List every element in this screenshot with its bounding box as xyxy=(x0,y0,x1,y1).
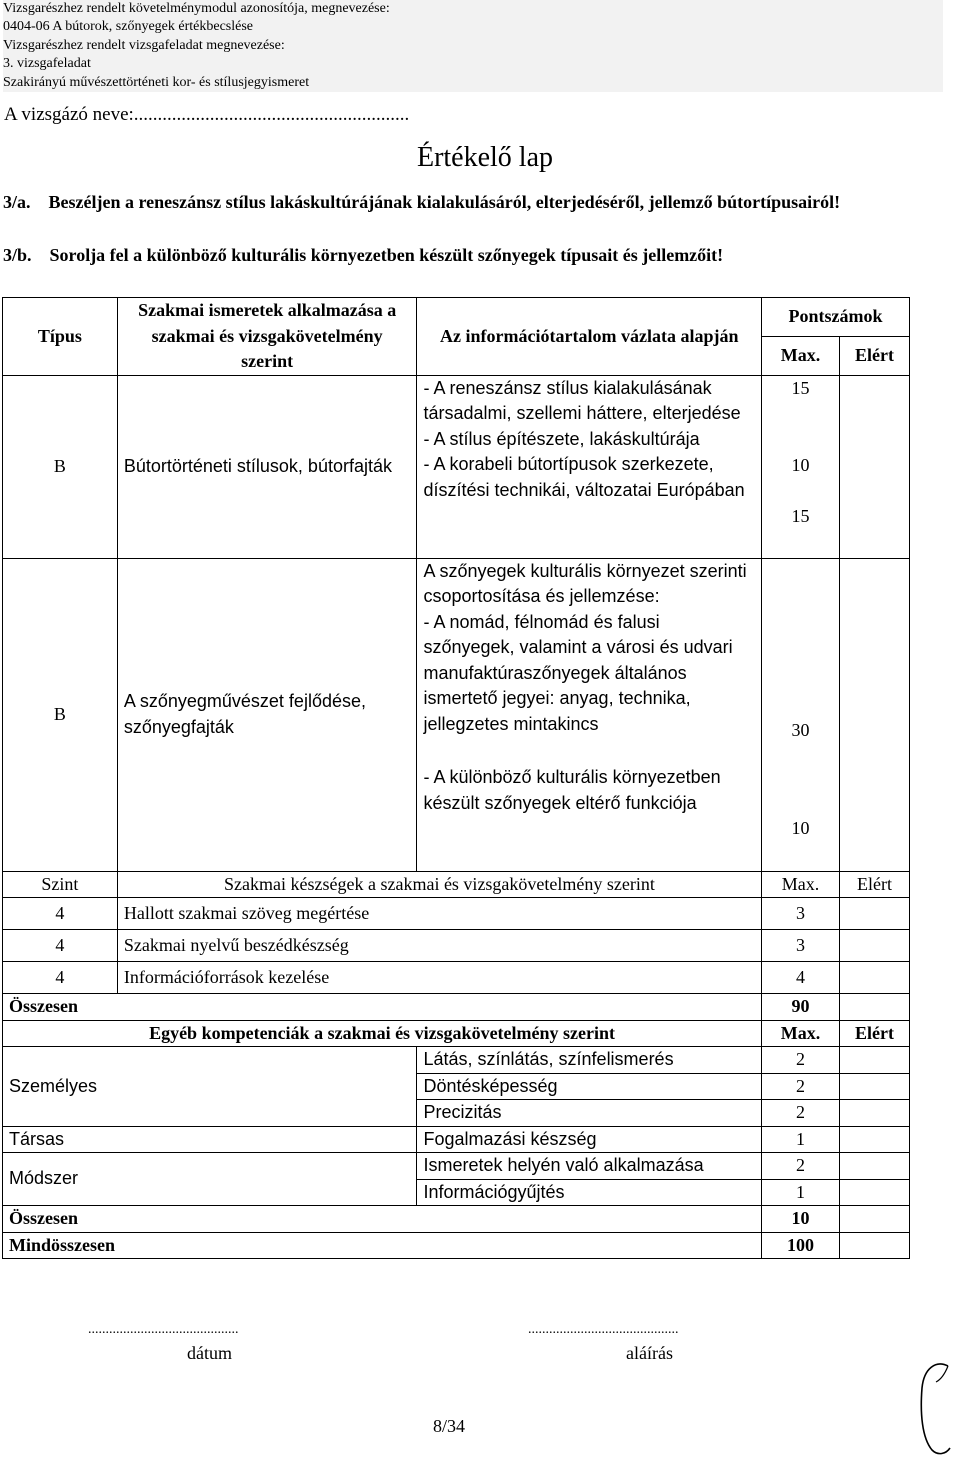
header-line: 0404-06 A bútorok, szőnyegek értékbecslése xyxy=(3,18,943,36)
subtotal-max: 10 xyxy=(762,1206,840,1233)
col-content-header: Az információtartalom vázlata alapján xyxy=(417,298,762,376)
header-line: Szakirányú művészettörténeti kor- és stílusjegyismeret xyxy=(3,74,943,92)
table-row xyxy=(3,930,910,962)
subtotal-row xyxy=(3,1206,910,1233)
skill-max: 3 xyxy=(762,930,840,962)
achieved-points[interactable] xyxy=(840,1206,910,1233)
achieved-points[interactable] xyxy=(840,930,910,962)
skills-label-header: Szakmai készségek a szakmai és vizsgakövetelmény szerint xyxy=(117,871,761,898)
col-knowledge-header: Szakmai ismeretek alkalmazása a szakmai és vizsgakövetelmény szerint xyxy=(117,298,417,376)
achieved-points[interactable] xyxy=(840,558,910,871)
subtotal-max: 90 xyxy=(762,994,840,1021)
table-row xyxy=(3,1047,910,1074)
skill-name: Információforrások kezelése xyxy=(117,962,761,994)
row-type: B xyxy=(3,558,118,871)
header-line: 3. vizsgafeladat xyxy=(3,55,943,73)
achieved-points[interactable] xyxy=(840,1073,910,1100)
grand-total-label: Mindösszesen xyxy=(3,1232,762,1259)
achieved-points[interactable] xyxy=(840,375,910,558)
page-number: 8/34 xyxy=(433,1416,466,1436)
task-3b xyxy=(3,244,905,267)
max-points: 10 xyxy=(791,454,810,475)
competency-name: Ismeretek helyén való alkalmazása xyxy=(417,1153,762,1180)
competency-group: Módszer xyxy=(3,1153,417,1206)
max-points xyxy=(768,559,833,674)
col-achieved-header: Elért xyxy=(840,336,910,375)
signature-line: ........................................... xyxy=(528,1322,679,1337)
achieved-points[interactable] xyxy=(840,1100,910,1127)
skill-max: 3 xyxy=(762,898,840,930)
max-points: 15 xyxy=(791,505,810,526)
content-item: - A korabeli bútortípusok szerkezete, díszítési technikái, változatai Európában xyxy=(423,454,745,500)
competency-group: Társas xyxy=(3,1126,417,1153)
competency-name: Információgyűjtés xyxy=(417,1179,762,1206)
content-item: A szőnyegek kulturális környezet szerinti csoportosítása és jellemzése: xyxy=(423,560,747,606)
table-row xyxy=(3,962,910,994)
col-type-header: Típus xyxy=(3,298,118,376)
max-points: 15 xyxy=(791,377,810,398)
evaluation-table xyxy=(2,297,910,1259)
table-row xyxy=(3,1153,910,1180)
achieved-points[interactable] xyxy=(840,1179,910,1206)
max-points: 10 xyxy=(791,817,810,838)
achieved-points[interactable] xyxy=(840,1047,910,1074)
task-text: Sorolja fel a különböző kulturális környezetben készült szőnyegek típusait és jellemzőit! xyxy=(49,245,724,265)
page-title: Értékelő lap xyxy=(416,142,554,173)
task-3a xyxy=(3,191,905,214)
table-head-row xyxy=(3,298,910,337)
achieved-points[interactable] xyxy=(840,898,910,930)
content-item: - A stílus építészete, lakáskultúrája xyxy=(423,428,700,449)
skill-level: 4 xyxy=(3,930,118,962)
competency-max: 1 xyxy=(762,1179,840,1206)
skills-level-header: Szint xyxy=(3,871,118,898)
skill-name: Hallott szakmai szöveg megértése xyxy=(117,898,761,930)
competency-max: 2 xyxy=(762,1153,840,1180)
competency-max: 2 xyxy=(762,1047,840,1074)
task-text: Beszéljen a reneszánsz stílus lakáskultúrájának kialakulásáról, elterjedéséről, jellemző bútortípusairól! xyxy=(48,192,841,212)
skill-max: 4 xyxy=(762,962,840,994)
document-header xyxy=(3,0,943,92)
skill-level: 4 xyxy=(3,962,118,994)
candidate-name-field: A vizsgázó neve:.......................................................... xyxy=(4,104,410,125)
row-topic: Bútortörténeti stílusok, bútorfajták xyxy=(117,375,417,558)
task-label: 3/b. xyxy=(3,245,32,265)
max-points: 30 xyxy=(791,720,810,741)
skills-achieved-header: Elért xyxy=(840,871,910,898)
subtotal-label: Összesen xyxy=(3,1206,762,1233)
subtotal-row xyxy=(3,994,910,1021)
achieved-points[interactable] xyxy=(840,1232,910,1259)
skill-level: 4 xyxy=(3,898,118,930)
table-row xyxy=(3,898,910,930)
competency-name: Látás, színlátás, színfelismerés xyxy=(417,1047,762,1074)
handwritten-mark-icon xyxy=(918,1358,954,1458)
competency-group: Személyes xyxy=(3,1047,417,1127)
competency-max: 2 xyxy=(762,1100,840,1127)
skills-max-header: Max. xyxy=(762,871,840,898)
achieved-points[interactable] xyxy=(840,1153,910,1180)
achieved-points[interactable] xyxy=(840,994,910,1021)
competency-max: 2 xyxy=(762,1073,840,1100)
row-topic: A szőnyegművészet fejlődése, szőnyegfajták xyxy=(117,558,417,871)
content-item: - A reneszánsz stílus kialakulásának társadalmi, szellemi háttere, elterjedése xyxy=(423,377,741,423)
content-item: - A különböző kulturális környezetben készült szőnyegek eltérő funkciója xyxy=(423,767,721,813)
header-line: Vizsgarészhez rendelt követelménymodul azonosítója, megnevezése: xyxy=(3,0,943,18)
skill-name: Szakmai nyelvű beszédkészség xyxy=(117,930,761,962)
competency-name: Döntésképesség xyxy=(417,1073,762,1100)
table-row xyxy=(3,558,910,871)
achieved-points[interactable] xyxy=(840,962,910,994)
competency-name: Precizitás xyxy=(417,1100,762,1127)
table-row xyxy=(3,375,910,558)
row-type: B xyxy=(3,375,118,558)
content-item: - A nomád, félnomád és falusi szőnyegek, valamint a városi és udvari manufaktúraszőnyegek általános ismertető jegyei: anyag, technika, jellegzetes mintakincs xyxy=(423,611,733,734)
other-head-row xyxy=(3,1020,910,1047)
signature-label: aláírás xyxy=(626,1343,673,1363)
col-points-header: Pontszámok xyxy=(762,298,910,337)
skills-head-row xyxy=(3,871,910,898)
task-label: 3/a. xyxy=(3,192,31,212)
competency-name: Fogalmazási készség xyxy=(417,1126,762,1153)
table-row xyxy=(3,1126,910,1153)
subtotal-label: Összesen xyxy=(3,994,762,1021)
other-achieved-header: Elért xyxy=(840,1020,910,1047)
other-max-header: Max. xyxy=(762,1020,840,1047)
header-line: Vizsgarészhez rendelt vizsgafeladat megnevezése: xyxy=(3,37,943,55)
grand-total-max: 100 xyxy=(762,1232,840,1259)
date-label: dátum xyxy=(187,1343,232,1363)
grand-total-row xyxy=(3,1232,910,1259)
achieved-points[interactable] xyxy=(840,1126,910,1153)
col-max-header: Max. xyxy=(762,336,840,375)
other-label-header: Egyéb kompetenciák a szakmai és vizsgakövetelmény szerint xyxy=(3,1020,762,1047)
competency-max: 1 xyxy=(762,1126,840,1153)
date-line: ........................................... xyxy=(88,1322,239,1337)
